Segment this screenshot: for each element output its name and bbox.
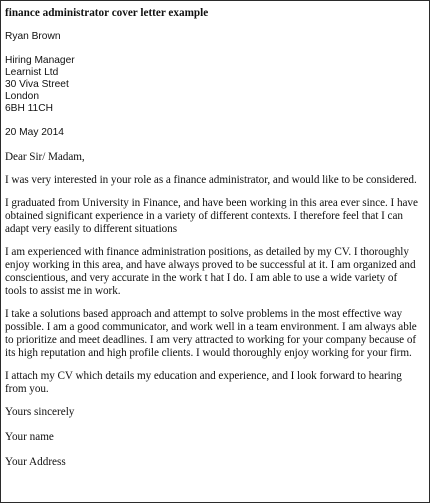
paragraph-line: I graduated from University in Finance, and have been working in this area ever since. I have [5, 197, 418, 209]
signature-name: Your name [5, 431, 54, 443]
letter-page [1, 1, 429, 502]
sender-name-line: Ryan Brown [5, 31, 61, 42]
paragraph-line: tools to assist me in work. [5, 285, 121, 297]
recipient-line: Learnist Ltd [5, 67, 59, 78]
recipient-address [5, 55, 418, 115]
paragraph-line: I attach my CV which details my education and experience, and I look forward to hearing [5, 370, 402, 382]
date-line: 20 May 2014 [5, 127, 64, 138]
paragraph-line: I am experienced with finance administration positions, as detailed by my CV. I thoroughly [5, 246, 409, 258]
paragraph-3 [5, 246, 418, 298]
salutation [5, 151, 418, 164]
paragraph-line: to prioritize and meet deadlines. I am very attracted to working for your company because of [5, 334, 417, 346]
signature-address: Your Address [5, 456, 66, 468]
salutation-line: Dear Sir/ Madam, [5, 151, 85, 163]
recipient-line: 30 Viva Street [5, 79, 69, 90]
paragraph-line: I was very interested in your role as a finance administrator, and would like to be considered. [5, 174, 417, 186]
paragraph-line: enjoy working in this area, and have always proved to be successful at it. I am organized and [5, 259, 416, 271]
document-title: finance administrator cover letter example [5, 7, 209, 19]
paragraph-4 [5, 308, 418, 360]
paragraph-line: its high reputation and high profile clients. I would thoroughly enjoy working for your firm. [5, 347, 412, 359]
recipient-line: London [5, 91, 39, 102]
paragraph-line: from you. [5, 383, 49, 395]
paragraph-5 [5, 370, 418, 396]
paragraph-line: I take a solutions based approach and attempt to solve problems in the most effective way [5, 308, 403, 320]
recipient-line: 6BH 11CH [5, 103, 53, 114]
sender-name [5, 31, 418, 43]
paragraph-1 [5, 174, 418, 187]
closing: Yours sincerely [5, 406, 75, 418]
paragraph-line: obtained significant experience in a variety of different contexts. I therefore feel that I can [5, 210, 403, 222]
paragraph-line: conscientious, and very accurate in the work t hat I do. I am able to use a wide variety of [5, 272, 398, 284]
paragraph-2 [5, 197, 418, 236]
paragraph-line: possible. I am a good communicator, and work well in a team environment. I am always able [5, 321, 417, 333]
paragraph-line: adapt very easily to different situations [5, 223, 178, 235]
letter-date [5, 127, 418, 139]
recipient-line: Hiring Manager [5, 55, 75, 66]
